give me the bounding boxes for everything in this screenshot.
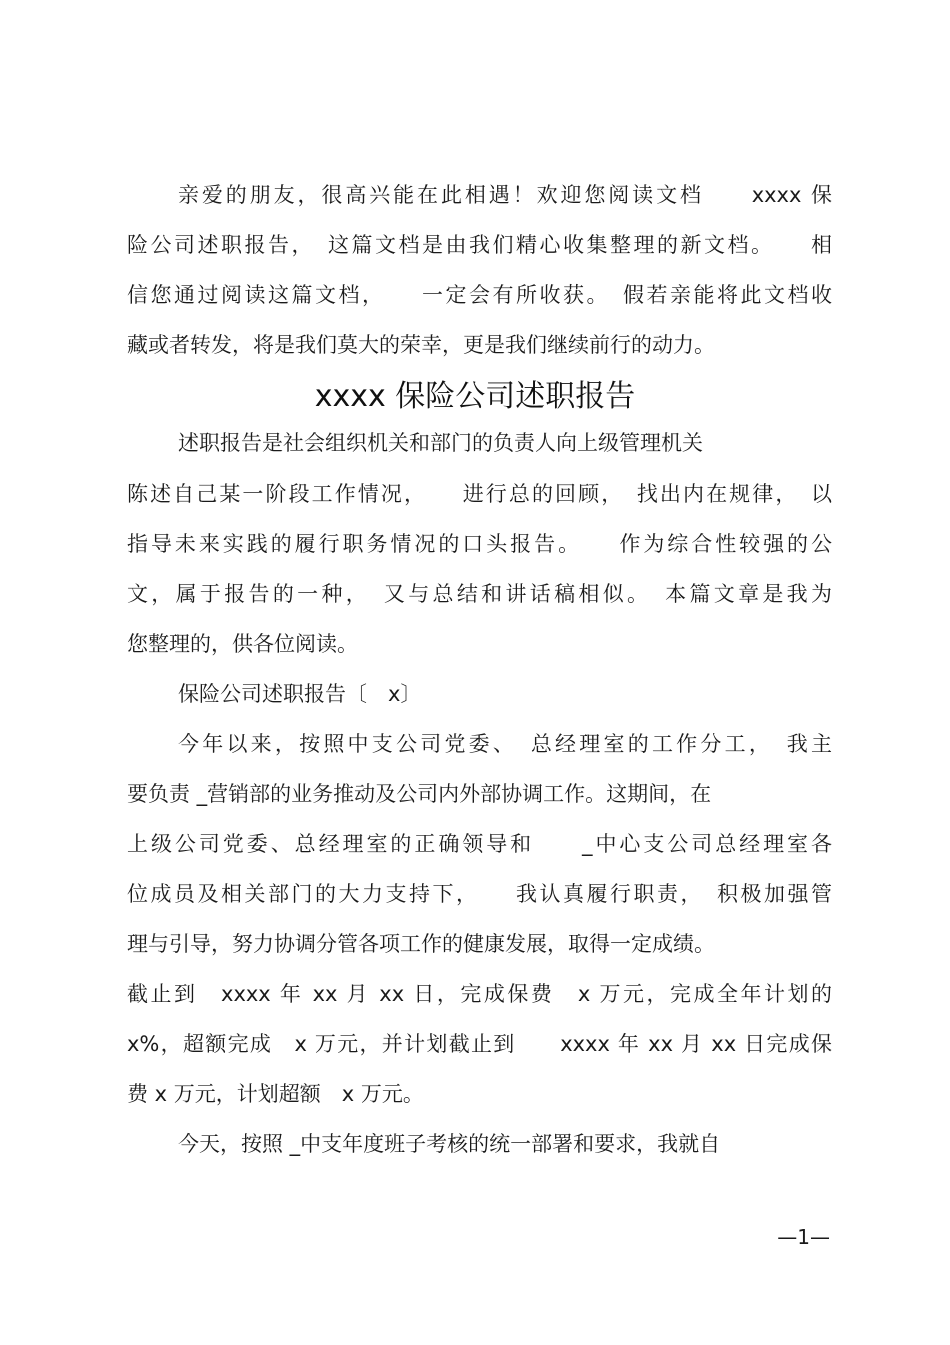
para2-line-5: 理与引导，努力协调分管各项工作的健康发展，取得一定成绩。 bbox=[127, 932, 715, 956]
para2-line-2: 要负责 _营销部的业务推动及公司内外部协调工作。这期间，在 bbox=[127, 782, 712, 806]
page-number: —1— bbox=[777, 1225, 830, 1249]
para2-line-7: x%，超额完成 x 万元，并计划截止到 xxxx 年 xx 月 xx 日完成保 bbox=[127, 1032, 832, 1056]
document-title: xxxx 保险公司述职报告 bbox=[314, 379, 636, 414]
section-heading: 保险公司述职报告〔 x〕 bbox=[178, 682, 422, 706]
para2-line-3: 上级公司党委、总经理室的正确领导和 _中心支公司总经理室各 bbox=[127, 832, 832, 856]
para2-line-4: 位成员及相关部门的大力支持下， 我认真履行职责， 积极加强管 bbox=[127, 882, 832, 906]
para3-line-1: 今天，按照 _中支年度班子考核的统一部署和要求，我就自 bbox=[178, 1132, 721, 1156]
intro-line-3: 信您通过阅读这篇文档， 一定会有所收获。 假若亲能将此文档收 bbox=[127, 283, 832, 307]
para1-line-3: 指导未来实践的履行职务情况的口头报告。 作为综合性较强的公 bbox=[127, 532, 832, 556]
para2-line-6: 截止到 xxxx 年 xx 月 xx 日，完成保费 x 万元，完成全年计划的 bbox=[127, 982, 832, 1006]
para1-line-2: 陈述自己某一阶段工作情况， 进行总的回顾， 找出内在规律， 以 bbox=[127, 482, 832, 506]
para1-line-5: 您整理的，供各位阅读。 bbox=[127, 632, 358, 656]
para1-line-4: 文，属于报告的一种， 又与总结和讲话稿相似。 本篇文章是我为 bbox=[127, 582, 832, 606]
intro-line-2: 险公司述职报告， 这篇文档是由我们精心收集整理的新文档。 相 bbox=[127, 233, 832, 257]
intro-line-4: 藏或者转发，将是我们莫大的荣幸，更是我们继续前行的动力。 bbox=[127, 333, 715, 357]
para2-line-8: 费 x 万元，计划超额 x 万元。 bbox=[127, 1082, 424, 1106]
para1-line-1: 述职报告是社会组织机关和部门的负责人向上级管理机关 bbox=[178, 431, 703, 455]
intro-line-1: 亲爱的朋友，很高兴能在此相遇！欢迎您阅读文档 xxxx 保 bbox=[178, 183, 832, 207]
para2-line-1: 今年以来，按照中支公司党委、 总经理室的工作分工， 我主 bbox=[178, 732, 832, 756]
